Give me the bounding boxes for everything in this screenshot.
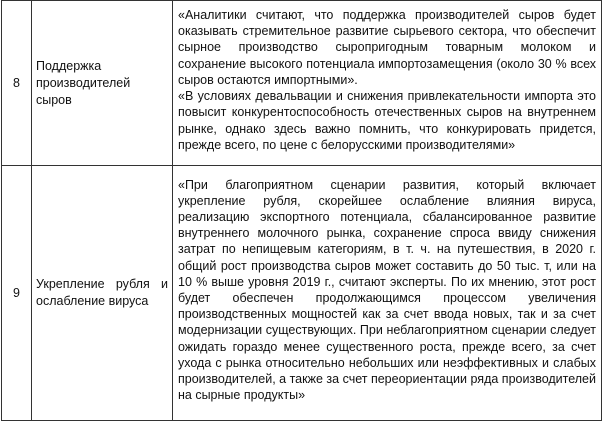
factor-cell: Поддержка производителей сыров	[32, 1, 173, 166]
factors-table	[1, 0, 602, 421]
row-number: 9	[2, 166, 32, 421]
quote-paragraph: «При благоприятном сценарии развития, который включает укрепление рубля, скорейшее ослабление влияния вируса, реализацию экспортного потенциала, сбалансированное развитие внутреннего молочного рынка, сохранение спроса ввиду снижения затрат по непищевым категориям, в т. ч. на путешествия, в 2020 г. общий рост производства сыров может составить до 50 тыс. т, или на 10 % выше уровня 2019 г., считают эксперты. По их мнению, этот рост будет обеспечен продолжающимся процессом увеличения производственных мощностей как за счет ввода новых, так и за счет модернизации существующих. При неблагоприятном сценарии следует ожидать гораздо менее существенного роста, прежде всего, за счет ухода с рынка относительно небольших или неэффективных и слабых производителей, а также за счет переориентации ряда производителей на сырные продукты»	[178, 177, 596, 403]
quote-paragraph: «Аналитики считают, что поддержка производителей сыров будет оказывать стремительное развитие сырьевого сектора, что обеспечит сырное производство сыропригодным товарным молоком и сохранение высокого потенциала импортозамещения (около 30 % всех сыров остаются импортными».	[178, 8, 596, 87]
quote-paragraph: «В условиях девальвации и снижения привлекательности импорта это повысит конкурентоспособность отечественных сыров на внутреннем рынке, однако здесь важно помнить, что конкурировать придется, прежде всего, по цене с белорусскими производителями»	[178, 89, 596, 152]
factor-cell: Укрепление рубля и ослабление вируса	[32, 166, 173, 421]
row-number: 8	[2, 1, 32, 166]
quote-cell	[173, 166, 602, 421]
table-row	[2, 166, 602, 421]
quote-cell	[173, 1, 602, 166]
table-row	[2, 1, 602, 166]
